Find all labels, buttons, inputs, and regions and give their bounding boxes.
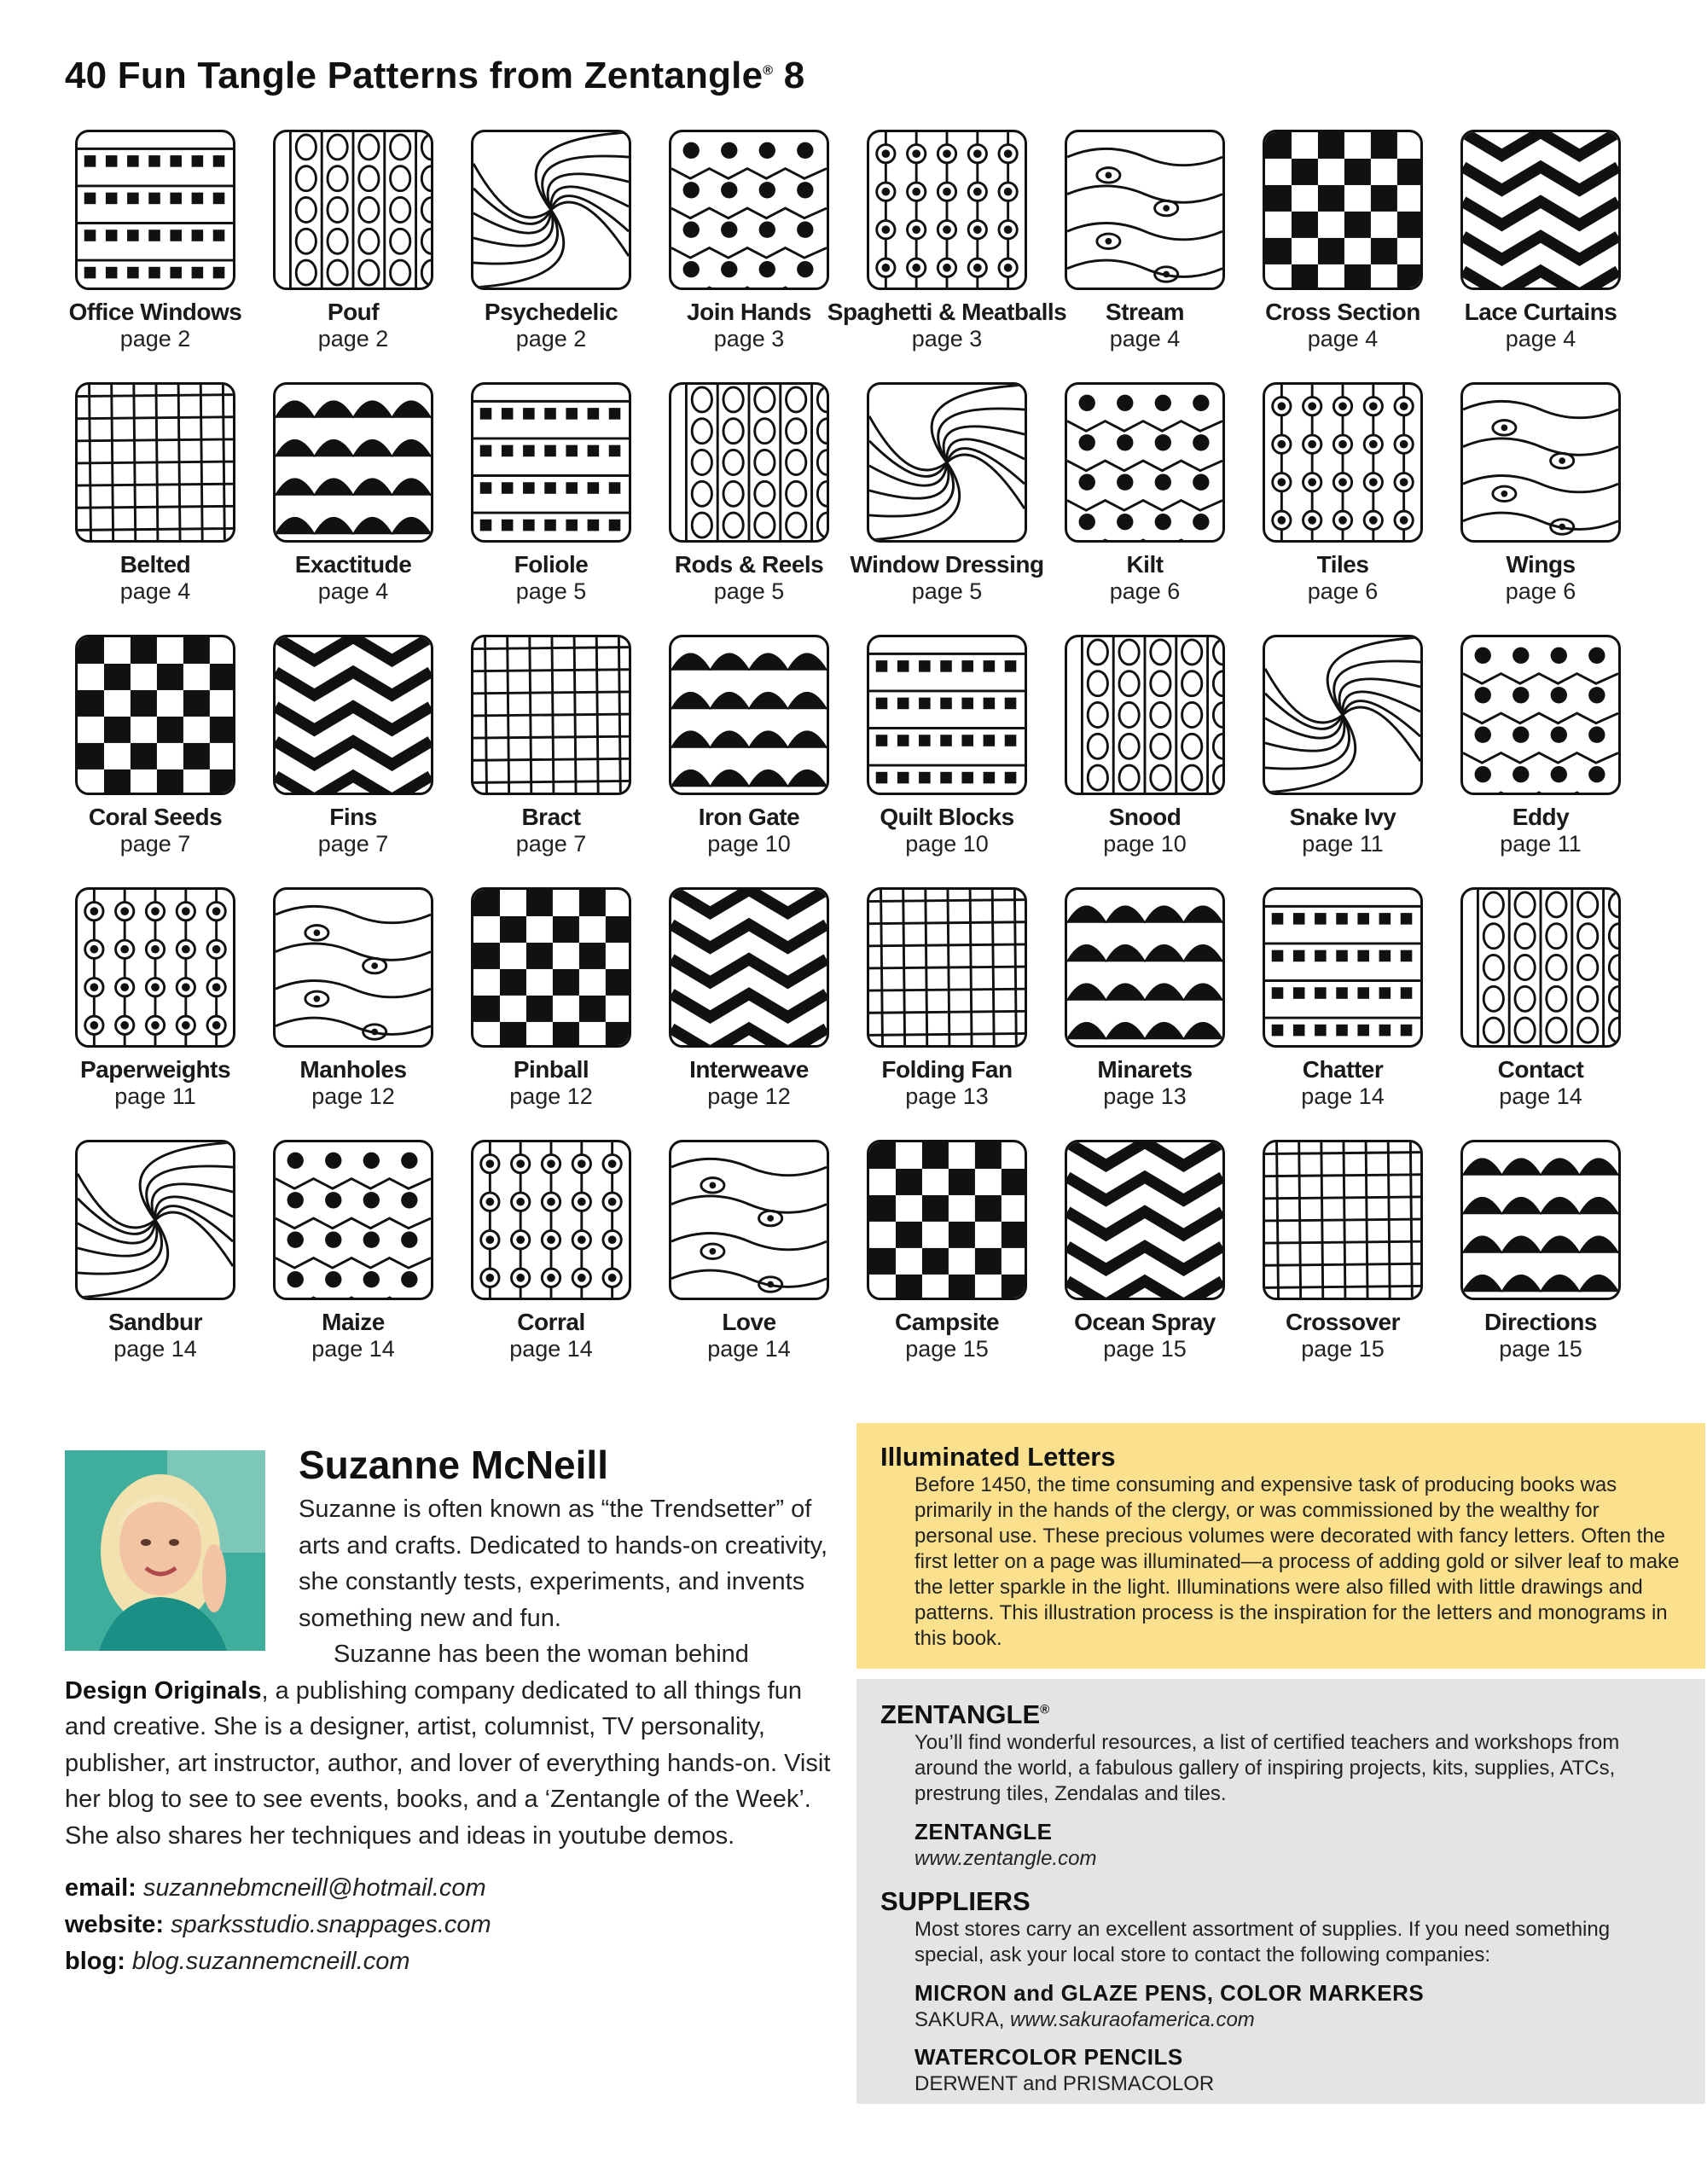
- tangle-name: Tiles: [1316, 551, 1369, 578]
- tangle-name: Coral Seeds: [88, 804, 223, 830]
- tangle-page: page 11: [1302, 831, 1384, 857]
- tangle-item: [1051, 887, 1239, 1114]
- author-photo: [65, 1450, 265, 1651]
- love-pattern-icon: [669, 1140, 829, 1300]
- tangle-name: Snood: [1108, 804, 1182, 830]
- tangle-name: Fins: [329, 804, 377, 830]
- tangle-page: page 15: [1499, 1336, 1582, 1362]
- tangle-page: page 14: [113, 1336, 197, 1362]
- tangle-name: Corral: [517, 1309, 585, 1335]
- tangle-name: Minarets: [1097, 1056, 1193, 1083]
- tangle-grid: [61, 130, 1631, 1367]
- watercolor-heading: WATERCOLOR PENCILS: [914, 2044, 1183, 2070]
- tangle-name: Wings: [1506, 551, 1576, 578]
- tangle-name: Window Dressing: [850, 551, 1044, 578]
- tangle-item: [655, 130, 843, 357]
- interweave-pattern-icon: [669, 887, 829, 1048]
- tangle-item: [655, 382, 843, 609]
- author-bio: Suzanne has been the woman behind Design Originals, a publishing company dedicated to all things fun and creative. She is a designer, artist, columnist, TV personality, publisher, art instructor, author, and lover of everything hands-on. Visit her blog to see to see events, books, and a ‘Zentangle of the Week’. She also shares her techniques and ideas in youtube demos.: [65, 1641, 831, 1850]
- maize-pattern-icon: [273, 1140, 433, 1300]
- tangle-page: page 4: [1109, 326, 1181, 351]
- tangle-item: [1051, 635, 1239, 862]
- tangle-page: page 14: [707, 1336, 791, 1362]
- cross-section-pattern-icon: [1263, 130, 1423, 290]
- zentangle-text: You’ll find wonderful resources, a list of certified teachers and workshops from around the world, a fabulous gallery of inspiring projects, kits, supplies, ATCs, prestrung tiles, Zendalas and tiles.: [914, 1731, 1620, 1805]
- tangle-page: page 15: [1301, 1336, 1385, 1362]
- office-windows-pattern-icon: [75, 130, 235, 290]
- tangle-name: Join Hands: [687, 299, 811, 325]
- tangle-page: page 6: [1109, 578, 1181, 604]
- sakura-url[interactable]: www.sakuraofamerica.com: [1010, 2008, 1255, 2031]
- belted-pattern-icon: [75, 382, 235, 543]
- tangle-item: [1051, 1140, 1239, 1367]
- tangle-name: Lace Curtains: [1464, 299, 1617, 325]
- ocean-spray-pattern-icon: [1065, 1140, 1225, 1300]
- tangle-page: page 3: [911, 326, 983, 351]
- tangle-item: [1249, 130, 1437, 357]
- tangle-page: page 12: [707, 1083, 791, 1109]
- tangle-page: page 3: [713, 326, 785, 351]
- tangle-item: [1249, 1140, 1437, 1367]
- blog-link[interactable]: blog.suzannemcneill.com: [131, 1948, 410, 1975]
- tangle-name: Pouf: [327, 299, 380, 325]
- contact-pattern-icon: [1460, 887, 1621, 1048]
- coral-seeds-pattern-icon: [75, 635, 235, 795]
- tangle-name: Eddy: [1512, 804, 1570, 830]
- zentangle-heading: ZENTANGLE®: [880, 1699, 1050, 1729]
- psychedelic-pattern-icon: [471, 130, 631, 290]
- tangle-name: Love: [722, 1309, 776, 1335]
- pinball-pattern-icon: [471, 887, 631, 1048]
- tangle-item: [457, 1140, 645, 1367]
- tangle-name: Sandbur: [107, 1309, 203, 1335]
- tangle-page: page 14: [509, 1336, 593, 1362]
- author-contact: email: suzannebmcneill@hotmail.com website: sparksstudio.snappages.com blog: blog.suzannemcneill.com: [65, 1874, 491, 1975]
- tangle-item: [853, 887, 1041, 1114]
- window-dressing-pattern-icon: [867, 382, 1027, 543]
- corral-pattern-icon: [471, 1140, 631, 1300]
- tangle-item: [61, 1140, 249, 1367]
- author-name: Suzanne McNeill: [299, 1443, 608, 1487]
- crossover-pattern-icon: [1263, 1140, 1423, 1300]
- manholes-pattern-icon: [273, 887, 433, 1048]
- tangle-page: page 13: [1103, 1083, 1187, 1109]
- tangle-item: [655, 1140, 843, 1367]
- tangle-page: page 4: [1505, 326, 1576, 351]
- tangle-page: page 5: [515, 578, 587, 604]
- email-link[interactable]: suzannebmcneill@hotmail.com: [142, 1874, 486, 1902]
- company-name: Design Originals: [65, 1676, 262, 1705]
- sandbur-pattern-icon: [75, 1140, 235, 1300]
- tangle-item: [655, 887, 843, 1114]
- illuminated-title: Illuminated Letters: [880, 1442, 1116, 1472]
- tangle-item: [61, 382, 249, 609]
- foliole-pattern-icon: [471, 382, 631, 543]
- rods-reels-pattern-icon: [669, 382, 829, 543]
- tangle-page: page 7: [317, 831, 389, 857]
- tangle-name: Stream: [1106, 299, 1184, 325]
- resources-box: ZENTANGLE® You’ll find wonderful resources, a list of certified teachers and workshops from around the world, a fabulous gallery of inspiring projects, kits, supplies, ATCs, prestrung tiles, Zendalas and tiles. ZENTANGLE www.zentangle.com SUPPLIERS Most stores carry an excellent assortment of supplies. If you need something special, ask your local store to contact the following companies: MICRON and GLAZE PENS, COLOR MARKERS SAKURA, www.sakuraofamerica.com WATERCOLOR PENCILS DERWENT and PRISMACOLOR: [856, 1679, 1705, 2104]
- tangle-page: page 2: [515, 326, 587, 351]
- tangle-item: [61, 635, 249, 862]
- lace-curtains-pattern-icon: [1460, 130, 1621, 290]
- tangle-page: page 6: [1307, 578, 1379, 604]
- wings-pattern-icon: [1460, 382, 1621, 543]
- tangle-page: page 6: [1505, 578, 1576, 604]
- tangle-item: [1051, 130, 1239, 357]
- tangle-name: Bract: [521, 804, 581, 830]
- tangle-item: [853, 635, 1041, 862]
- website-link[interactable]: sparksstudio.snappages.com: [171, 1911, 491, 1938]
- tangle-item: [1249, 887, 1437, 1114]
- tangle-page: page 5: [911, 578, 983, 604]
- illuminated-letters-box: [856, 1423, 1705, 1669]
- eddy-pattern-icon: [1460, 635, 1621, 795]
- tangle-page: page 7: [515, 831, 587, 857]
- tangle-name: Foliole: [514, 551, 589, 578]
- snood-pattern-icon: [1065, 635, 1225, 795]
- tangle-name: Snake Ivy: [1289, 804, 1396, 830]
- tangle-name: Exactitude: [294, 551, 412, 578]
- tangle-page: page 7: [119, 831, 191, 857]
- tangle-item: [61, 887, 249, 1114]
- snake-ivy-pattern-icon: [1263, 635, 1423, 795]
- tangle-item: [457, 130, 645, 357]
- tangle-name: Pinball: [513, 1056, 589, 1083]
- chatter-pattern-icon: [1263, 887, 1423, 1048]
- tangle-item: [1249, 382, 1437, 609]
- tangle-item: [853, 1140, 1041, 1367]
- tangle-page: page 12: [509, 1083, 593, 1109]
- tangle-item: [1447, 635, 1634, 862]
- tangle-item: [259, 382, 447, 609]
- kilt-pattern-icon: [1065, 382, 1225, 543]
- tangle-item: [655, 635, 843, 862]
- tangle-name: Quilt Blocks: [880, 804, 1014, 830]
- tangle-name: Interweave: [689, 1056, 809, 1083]
- paperweights-pattern-icon: [75, 887, 235, 1048]
- tangle-name: Campsite: [894, 1309, 1000, 1335]
- illuminated-text: Before 1450, the time consuming and expensive task of producing books was primarily in the hands of the clergy, or was commissioned by the wealthy for personal use. These precious volumes were decorated with fancy letters. Often the first letter on a page was illuminated—a process of adding gold or silver leaf to make the letter sparkle in the light. Illuminations were also filled with little drawings and patterns. This illustration process is the inspiration for the letters and monograms in this book.: [914, 1473, 1680, 1650]
- tangle-item: [1447, 130, 1634, 357]
- stream-pattern-icon: [1065, 130, 1225, 290]
- tangle-item: [1051, 382, 1239, 609]
- tangle-page: page 4: [119, 578, 191, 604]
- tangle-name: Spaghetti & Meatballs: [827, 299, 1067, 325]
- join-hands-pattern-icon: [669, 130, 829, 290]
- directions-pattern-icon: [1460, 1140, 1621, 1300]
- tangle-name: Rods & Reels: [674, 551, 824, 578]
- minarets-pattern-icon: [1065, 887, 1225, 1048]
- iron-gate-pattern-icon: [669, 635, 829, 795]
- tangle-page: page 5: [713, 578, 785, 604]
- tangle-item: [1249, 635, 1437, 862]
- tangle-page: page 10: [905, 831, 989, 857]
- tangle-name: Manholes: [299, 1056, 407, 1083]
- tangle-item: [850, 382, 1044, 609]
- author-intro: Suzanne is often known as “the Trendsetter” of arts and crafts. Dedicated to hands-on creativity, she constantly tests, experiments, and invents something new and fun.: [299, 1496, 828, 1632]
- folding-fan-pattern-icon: [867, 887, 1027, 1048]
- tangle-page: page 11: [114, 1083, 196, 1109]
- watercolor-brands: DERWENT and PRISMACOLOR: [914, 2072, 1215, 2095]
- tangle-page: page 14: [1301, 1083, 1385, 1109]
- exactitude-pattern-icon: [273, 382, 433, 543]
- suppliers-heading: SUPPLIERS: [880, 1886, 1031, 1916]
- tangle-name: Office Windows: [68, 299, 242, 325]
- tangle-item: [457, 887, 645, 1114]
- quilt-blocks-pattern-icon: [867, 635, 1027, 795]
- tangle-name: Contact: [1497, 1056, 1584, 1083]
- tangle-page: page 15: [905, 1336, 989, 1362]
- tangle-page: page 2: [317, 326, 389, 351]
- tangle-page: page 10: [1103, 831, 1187, 857]
- tangle-item: [827, 130, 1067, 357]
- spaghetti-meatballs-pattern-icon: [867, 130, 1027, 290]
- tangle-page: page 14: [1499, 1083, 1582, 1109]
- zentangle-subheading: ZENTANGLE: [914, 1819, 1053, 1844]
- fins-pattern-icon: [273, 635, 433, 795]
- tangle-page: page 15: [1103, 1336, 1187, 1362]
- tangle-name: Iron Gate: [698, 804, 800, 830]
- tiles-pattern-icon: [1263, 382, 1423, 543]
- page-title: 40 Fun Tangle Patterns from Zentangle® 8: [65, 55, 805, 96]
- tangle-page: page 13: [905, 1083, 989, 1109]
- tangle-item: [259, 1140, 447, 1367]
- micron-heading: MICRON and GLAZE PENS, COLOR MARKERS: [914, 1980, 1425, 2006]
- tangle-item: [1447, 382, 1634, 609]
- tangle-item: [1447, 1140, 1634, 1367]
- tangle-name: Chatter: [1302, 1056, 1384, 1083]
- pouf-pattern-icon: [273, 130, 433, 290]
- tangle-item: [457, 382, 645, 609]
- bract-pattern-icon: [471, 635, 631, 795]
- tangle-item: [259, 130, 447, 357]
- tangle-item: [61, 130, 249, 357]
- tangle-name: Crossover: [1285, 1309, 1400, 1335]
- tangle-item: [1447, 887, 1634, 1114]
- tangle-name: Directions: [1484, 1309, 1597, 1335]
- tangle-page: page 10: [707, 831, 791, 857]
- tangle-page: page 2: [119, 326, 191, 351]
- tangle-name: Belted: [119, 551, 191, 578]
- tangle-page: page 11: [1500, 831, 1582, 857]
- tangle-name: Kilt: [1126, 551, 1164, 578]
- tangle-item: [259, 635, 447, 862]
- tangle-page: page 12: [311, 1083, 395, 1109]
- tangle-item: [457, 635, 645, 862]
- tangle-page: page 4: [1307, 326, 1379, 351]
- campsite-pattern-icon: [867, 1140, 1027, 1300]
- tangle-name: Psychedelic: [484, 299, 618, 325]
- tangle-name: Folding Fan: [881, 1056, 1013, 1083]
- zentangle-url[interactable]: www.zentangle.com: [914, 1847, 1097, 1870]
- tangle-name: Maize: [322, 1309, 385, 1335]
- tangle-page: page 4: [317, 578, 389, 604]
- tangle-name: Ocean Spray: [1074, 1309, 1216, 1335]
- suppliers-text: Most stores carry an excellent assortment of supplies. If you need something special, ask your local store to contact the following companies:: [914, 1918, 1611, 1966]
- tangle-name: Cross Section: [1265, 299, 1420, 325]
- tangle-item: [259, 887, 447, 1114]
- tangle-name: Paperweights: [79, 1056, 231, 1083]
- tangle-page: page 14: [311, 1336, 395, 1362]
